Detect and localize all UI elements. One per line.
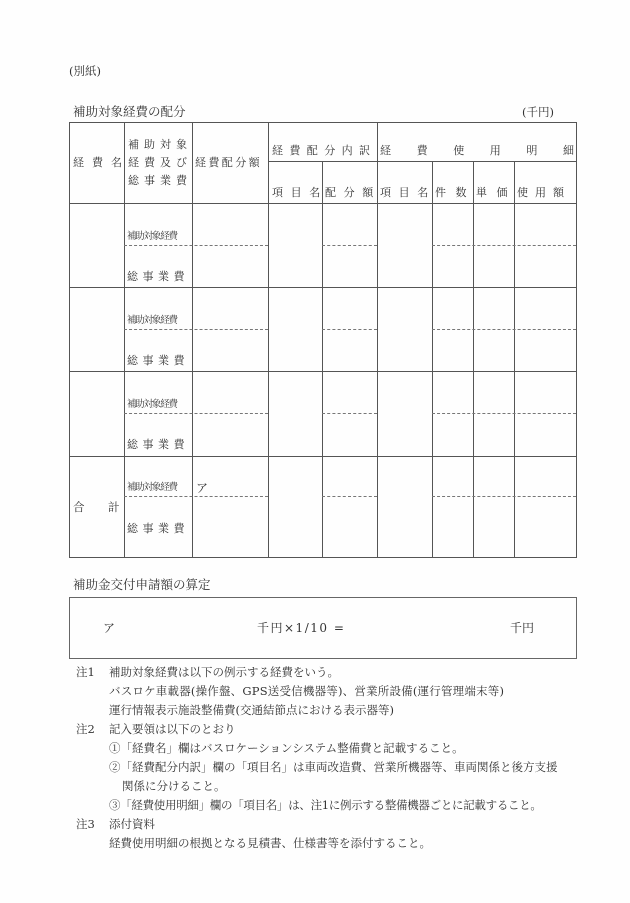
note-line: 関係に分けること。 xyxy=(122,779,226,793)
row-lower-label: 総事業費 xyxy=(127,270,189,283)
dashed-divider xyxy=(124,496,268,497)
dashed-divider xyxy=(432,245,576,246)
note-line: 記入要領は以下のとおり xyxy=(109,722,236,736)
header-expense-name: 経費名 xyxy=(73,156,130,169)
header-allocation-amount: 経費配分額 xyxy=(195,156,262,169)
row-divider xyxy=(69,203,576,204)
section1-title: 補助対象経費の配分 xyxy=(73,104,186,119)
header-usage-unit-price: 単 価 xyxy=(476,186,511,199)
note-line: ③「経費使用明細」欄の「項目名」は、注1に例示する整備機器ごとに記載すること。 xyxy=(109,798,542,812)
row-lower-label: 総事業費 xyxy=(127,354,189,367)
dashed-divider xyxy=(322,245,377,246)
col-divider xyxy=(473,161,474,557)
dashed-divider xyxy=(432,329,576,330)
header-subsidy-line2: 経費及び xyxy=(128,156,192,169)
note-line: 運行情報表示施設整備費(交通結節点における表示器等) xyxy=(109,703,394,717)
header-usage-item: 項目名 xyxy=(380,186,436,199)
dashed-divider xyxy=(124,413,268,414)
calculation-box xyxy=(69,597,577,659)
row-lower-label: 総事業費 xyxy=(127,438,189,451)
row-divider xyxy=(69,371,576,372)
header-mid-line xyxy=(268,161,576,162)
note-line: ①「経費名」欄はバスロケーションシステム整備費と記載すること。 xyxy=(109,741,464,755)
section2-title: 補助金交付申請額の算定 xyxy=(73,577,211,592)
total-upper-label: 補助対象経費 xyxy=(127,482,177,493)
dashed-divider xyxy=(322,329,377,330)
header-usage-char: 細 xyxy=(562,144,574,157)
row-divider xyxy=(69,287,576,288)
row-divider xyxy=(69,456,576,457)
calc-result-unit: 千円 xyxy=(510,621,535,635)
header-usage-char: 経 xyxy=(380,144,391,157)
note-label: 注2 xyxy=(76,722,95,736)
header-usage-char: 使 xyxy=(453,144,465,157)
note-label: 注1 xyxy=(76,665,95,679)
col-divider xyxy=(514,161,515,557)
total-allocation-mark: ア xyxy=(196,481,209,495)
header-breakdown: 経費配分内訳 xyxy=(272,144,377,157)
row-upper-label: 補助対象経費 xyxy=(127,315,177,326)
note-line: 添付資料 xyxy=(109,817,155,831)
calc-formula: 千円×1/10 = xyxy=(257,621,346,635)
dashed-divider xyxy=(432,496,576,497)
calc-mark: ア xyxy=(103,621,116,635)
col-divider xyxy=(124,122,125,557)
header-usage-count: 件 数 xyxy=(435,186,470,199)
header-usage-char: 費 xyxy=(416,144,428,157)
note-line: バスロケ車載器(操作盤、GPS送受信機器等)、営業所設備(運行管理端末等) xyxy=(109,684,505,698)
dashed-divider xyxy=(322,413,377,414)
dashed-divider xyxy=(432,413,576,414)
dashed-divider xyxy=(322,496,377,497)
header-usage-amount: 使用額 xyxy=(517,186,571,199)
header-breakdown-item: 項目名 xyxy=(272,186,328,199)
total-label-left: 合 xyxy=(73,500,85,514)
col-divider xyxy=(268,122,269,557)
dashed-divider xyxy=(124,245,268,246)
total-label-right: 計 xyxy=(108,500,120,514)
dashed-divider xyxy=(124,329,268,330)
note-line: 経費使用明細の根拠となる見積書、仕様書等を添付すること。 xyxy=(109,836,431,850)
attachment-label: (別紙) xyxy=(69,64,101,78)
col-divider xyxy=(322,161,323,557)
header-usage-detail xyxy=(380,144,574,158)
header-subsidy-line1: 補助対象 xyxy=(128,138,192,151)
header-subsidy-line3: 総事業費 xyxy=(128,174,192,187)
col-divider xyxy=(192,122,193,557)
unit-label: (千円) xyxy=(522,105,554,119)
total-lower-label: 総事業費 xyxy=(127,522,189,535)
header-usage-char: 明 xyxy=(526,144,538,157)
note-label: 注3 xyxy=(76,817,95,831)
header-usage-char: 用 xyxy=(489,144,501,157)
header-breakdown-amount: 配分額 xyxy=(325,186,381,199)
col-divider xyxy=(432,161,433,557)
note-line: ②「経費配分内訳」欄の「項目名」は車両改造費、営業所機器等、車両関係と後方支援 xyxy=(109,760,558,774)
row-upper-label: 補助対象経費 xyxy=(127,231,177,242)
note-line: 補助対象経費は以下の例示する経費をいう。 xyxy=(109,665,339,679)
row-upper-label: 補助対象経費 xyxy=(127,399,177,410)
